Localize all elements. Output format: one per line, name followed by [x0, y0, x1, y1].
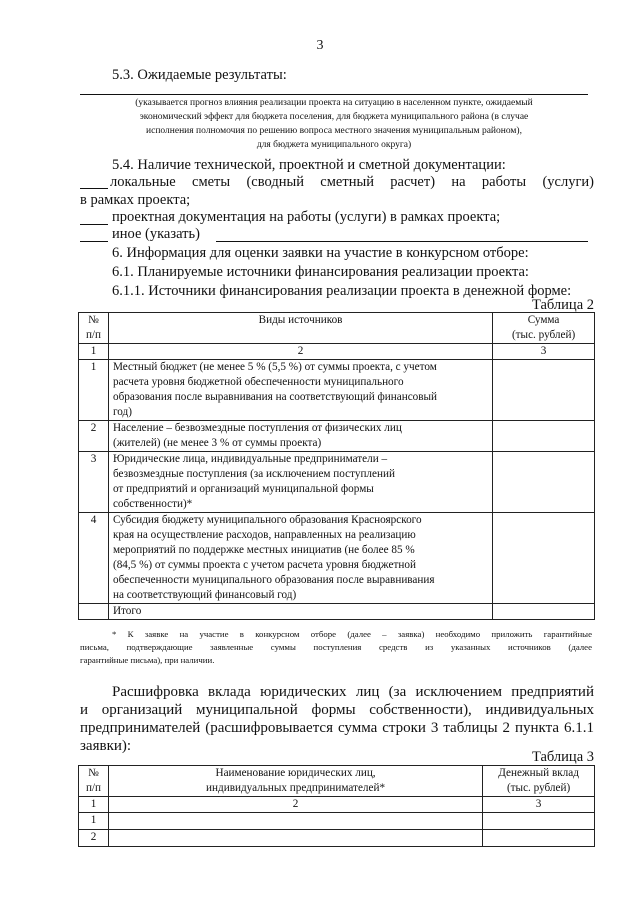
- total-label: Итого: [108, 604, 492, 620]
- row-num: 4: [79, 513, 109, 604]
- blank-line: [80, 241, 108, 242]
- row-sum[interactable]: [493, 513, 595, 604]
- note-line: (указывается прогноз влияния реализации проекта на ситуацию в населенном пункте, ожидаемый: [135, 98, 533, 108]
- row-num: 2: [79, 830, 109, 847]
- row-source: Местный бюджет (не менее 5 % (5,5 %) от суммы проекта, с учетом расчета уровня бюджетной обеспеченности муниципального образования после выравнивания на соответствующий финансовый год): [108, 360, 492, 421]
- breakdown-line4: заявки):: [80, 738, 132, 754]
- header-sum: Сумма (тыс. рублей): [493, 313, 595, 344]
- row-sum[interactable]: [493, 360, 595, 421]
- section-5-4-title: 5.4. Наличие технической, проектной и сметной документации:: [112, 157, 506, 173]
- table-row: [79, 513, 595, 604]
- section-6-1-title: 6.1. Планируемые источники финансирования реализации проекта:: [112, 264, 529, 280]
- breakdown-line1: Расшифровка вклада юридических лиц (за исключением предприятий: [112, 684, 594, 700]
- note-line: исполнения полномочия по решению вопроса местного значения муниципальным районом),: [146, 126, 522, 136]
- row-num: 2: [79, 421, 109, 452]
- table-row: [79, 813, 595, 830]
- table-row: [79, 452, 595, 513]
- row-name[interactable]: [108, 830, 482, 847]
- row-source: Юридические лица, индивидуальные предприниматели – безвозмездные поступления (за исключением поступлений от предприятий и организаций муниципальной формы собственности)*: [108, 452, 492, 513]
- index-cell: 2: [108, 797, 482, 813]
- row-num: 3: [79, 452, 109, 513]
- row-num: 1: [79, 360, 109, 421]
- answer-line: [80, 94, 588, 95]
- index-cell: 2: [108, 344, 492, 360]
- table2-caption: Таблица 2: [531, 297, 594, 313]
- row-sum[interactable]: [483, 830, 595, 847]
- header-name: Наименование юридических лиц, индивидуальных предпринимателей*: [108, 766, 482, 797]
- note-line: для бюджета муниципального округа): [256, 140, 412, 150]
- row-sum[interactable]: [483, 813, 595, 830]
- doc-item-2: проектная документация на работы (услуги) в рамках проекта;: [112, 209, 501, 225]
- doc-item-3: иное (указать): [112, 226, 200, 242]
- blank-line: [80, 224, 108, 225]
- blank-line: [216, 241, 588, 242]
- doc-item-1-line2: в рамках проекта;: [80, 192, 191, 208]
- index-cell: 1: [79, 797, 109, 813]
- section-6-title: 6. Информация для оценки заявки на участие в конкурсном отборе:: [112, 245, 529, 261]
- table-header-row: [79, 313, 595, 344]
- note-line: экономический эффект для бюджета поселения, для бюджета муниципального района (в случае: [139, 112, 529, 122]
- page-number: 3: [316, 38, 324, 53]
- header-num: № п/п: [79, 766, 109, 797]
- row-source: Население – безвозмездные поступления от физических лиц (жителей) (не менее 3 % от суммы проекта): [108, 421, 492, 452]
- doc-item-1-line1: локальные сметы (сводный сметный расчет) на работы (услуги): [110, 174, 594, 190]
- total-sum[interactable]: [493, 604, 595, 620]
- section-6-1-1-title: 6.1.1. Источники финансирования реализации проекта в денежной форме:: [112, 283, 572, 299]
- row-sum[interactable]: [493, 421, 595, 452]
- header-name: Виды источников: [108, 313, 492, 344]
- table-row: [79, 360, 595, 421]
- table-index-row: [79, 344, 595, 360]
- index-cell: 3: [493, 344, 595, 360]
- table-index-row: [79, 797, 595, 813]
- section-5-3-note: [72, 96, 596, 152]
- table-row: [79, 830, 595, 847]
- header-num: № п/п: [79, 313, 109, 344]
- row-num: 1: [79, 813, 109, 830]
- row-source: Субсидия бюджету муниципального образования Красноярского края на осуществление расходов, направленных на реализацию мероприятий по поддержке местных инициатив (не более 85 % (84,5 %) от суммы проекта с учетом расчета уровня бюджетной обеспеченности муниципального образования после выравнивания на соответствующий финансовый год): [108, 513, 492, 604]
- section-5-3-title: 5.3. Ожидаемые результаты:: [112, 67, 287, 83]
- footnote: * К заявке на участие в конкурсном отборе (далее – заявка) необходимо приложить гарантийные письма, подтверждающие заявленные суммы поступления средств из указанных источников (далее гарантийные письма), при наличии.: [80, 629, 592, 665]
- table-total-row: [79, 604, 595, 620]
- row-name[interactable]: [108, 813, 482, 830]
- breakdown-line3: предпринимателей (расшифровывается сумма строки 3 таблицы 2 пункта 6.1.1: [80, 720, 594, 736]
- index-cell: 1: [79, 344, 109, 360]
- blank-line: [80, 188, 108, 189]
- table3-caption: Таблица 3: [531, 749, 594, 765]
- table-2: [78, 312, 595, 620]
- table-header-row: [79, 766, 595, 797]
- total-num: [79, 604, 109, 620]
- row-sum[interactable]: [493, 452, 595, 513]
- header-sum: Денежный вклад (тыс. рублей): [483, 766, 595, 797]
- index-cell: 3: [483, 797, 595, 813]
- breakdown-line2: и организаций муниципальной формы собственности), индивидуальных: [80, 702, 594, 718]
- table-row: [79, 421, 595, 452]
- table-3: [78, 765, 595, 847]
